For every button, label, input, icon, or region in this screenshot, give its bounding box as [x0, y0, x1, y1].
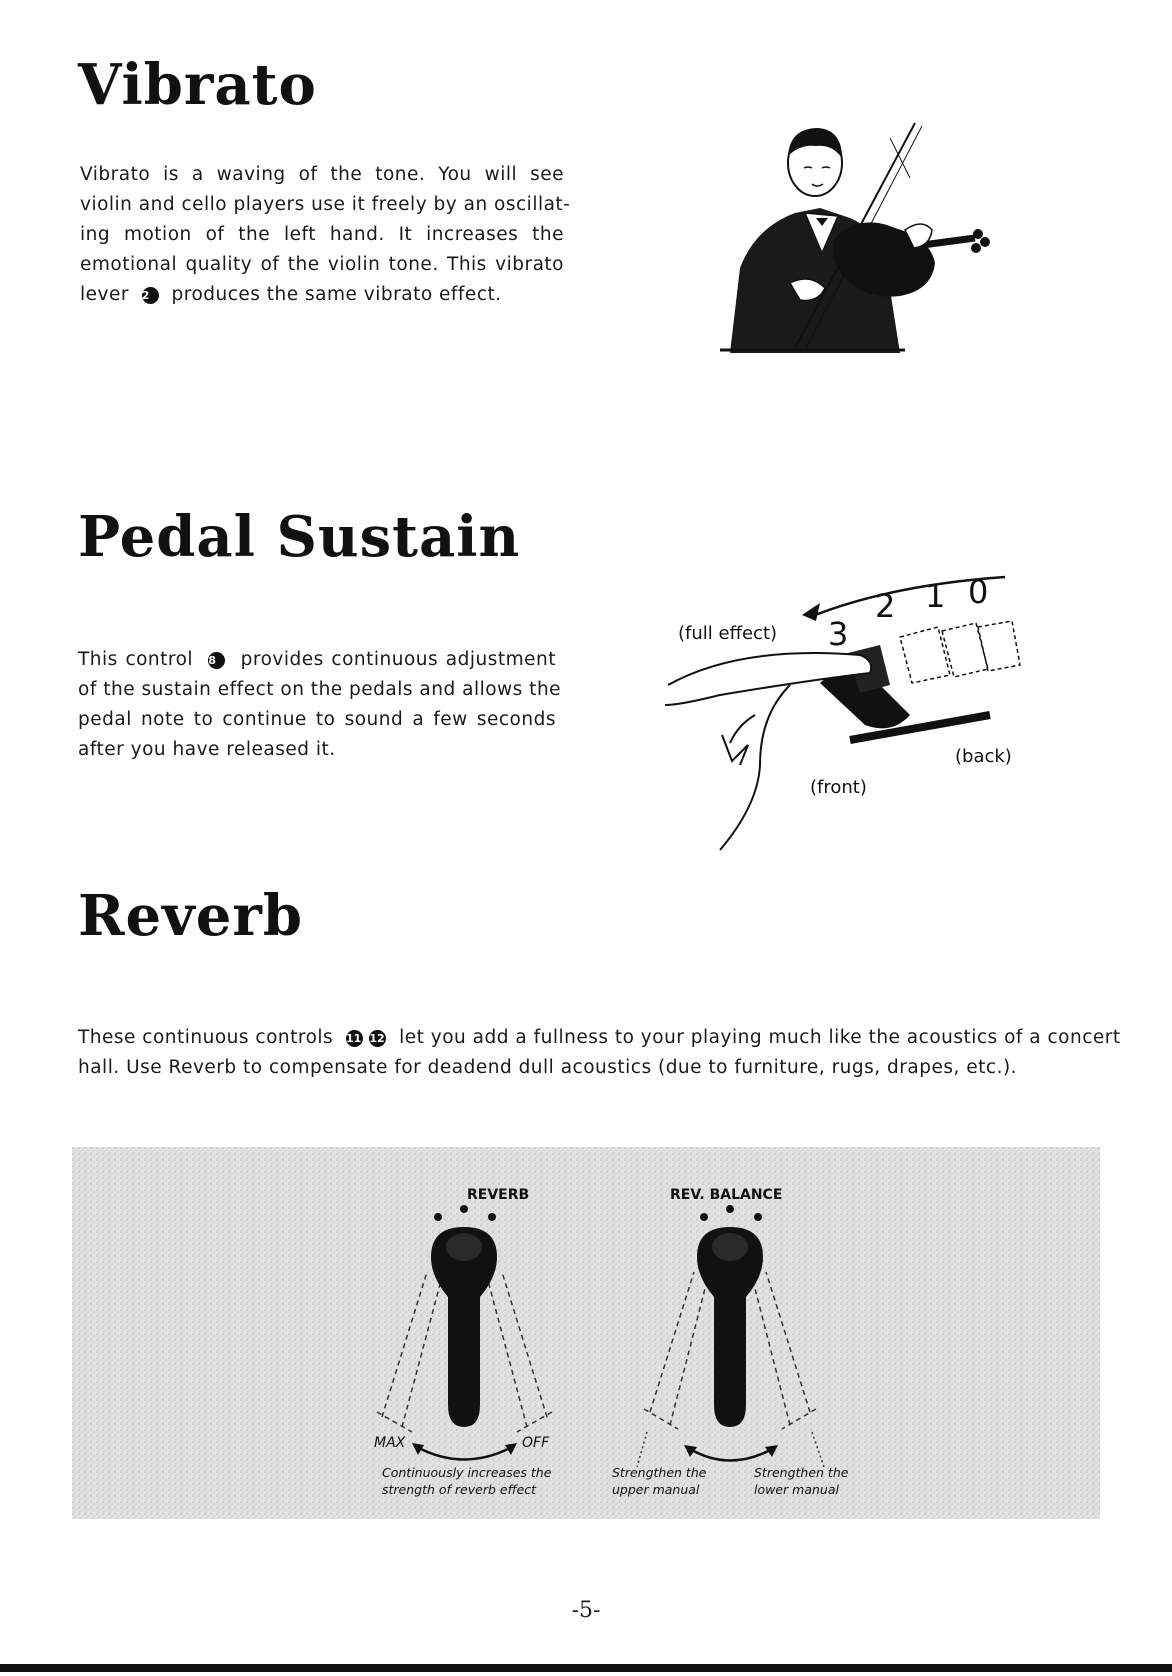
vibrato-heading: Vibrato [78, 52, 317, 118]
upper-caption-line-1: Strengthen the [612, 1465, 707, 1480]
violinist-illustration [700, 118, 1010, 358]
pedal-line-3: pedal note to continue to sound a few seconds [78, 709, 556, 730]
scale-1: 1 [925, 577, 946, 615]
reverb-paragraph [78, 1023, 1121, 1083]
scale-3: 3 [828, 615, 849, 653]
vibrato-line-5 [80, 280, 564, 310]
vibrato-effect-text: produces the same vibrato effect. [171, 284, 502, 305]
reverb-caption-line-1: Continuously increases the [382, 1465, 552, 1480]
reverb-line-2: hall. Use Reverb to compensate for deadend dull acoustics (due to furniture, rugs, drapes, etc.). [78, 1057, 1018, 1078]
reverb-line-1 [78, 1023, 1121, 1053]
pedal-sustain-paragraph [78, 645, 562, 765]
vibrato-line-1: Vibrato is a waving of the tone. You will see [80, 164, 564, 185]
vibrato-paragraph [80, 160, 571, 310]
reverb-caption-line-2: strength of reverb effect [382, 1482, 537, 1497]
vibrato-line-4: emotional quality of the violin tone. This vibrato [80, 254, 564, 275]
full-effect-label: (full effect) [678, 623, 778, 644]
control-number-badge: 12 [369, 1032, 385, 1045]
reverb-fullness-text: let you add a fullness to your playing much like the acoustics of a concert [399, 1027, 1121, 1048]
off-label: OFF [522, 1435, 550, 1451]
front-label: (front) [810, 777, 867, 798]
reverb-knob-label: REVERB [467, 1187, 530, 1203]
back-label: (back) [955, 746, 1012, 767]
reverb-panel-illustration [72, 1147, 1100, 1519]
vibrato-line-2: violin and cello players use it freely by an oscillat- [80, 194, 571, 215]
lower-caption-line-2: lower manual [754, 1482, 839, 1497]
pedal-sustain-illustration [660, 565, 1030, 855]
pedal-sustain-heading: Pedal Sustain [78, 504, 521, 570]
vibrato-line-3: ing motion of the left hand. It increases the [80, 224, 564, 245]
control-number-badge: 2 [142, 287, 159, 304]
reverb-heading: Reverb [78, 883, 303, 949]
reverb-controls-text: These continuous controls [78, 1027, 334, 1048]
upper-caption-line-2: upper manual [612, 1482, 700, 1497]
rev-balance-knob-label: REV. BALANCE [670, 1187, 783, 1203]
scale-0: 0 [968, 573, 989, 611]
control-number-badge: 8 [208, 652, 225, 669]
page-number: -5- [571, 1598, 601, 1623]
control-number-badge: 11 [345, 1032, 362, 1045]
pedal-line-4: after you have released it. [78, 739, 336, 760]
pedal-line-1 [78, 645, 556, 675]
pedal-line-2: of the sustain effect on the pedals and allows the [78, 679, 562, 700]
scale-2: 2 [875, 587, 896, 625]
bottom-rule [0, 1664, 1172, 1672]
max-label: MAX [374, 1435, 406, 1451]
lower-caption-line-1: Strengthen the [754, 1465, 849, 1480]
pedal-control-text: This control [78, 649, 194, 670]
pedal-adjust-text: provides continuous adjustment [240, 649, 556, 670]
vibrato-lever-text: lever [80, 284, 129, 305]
